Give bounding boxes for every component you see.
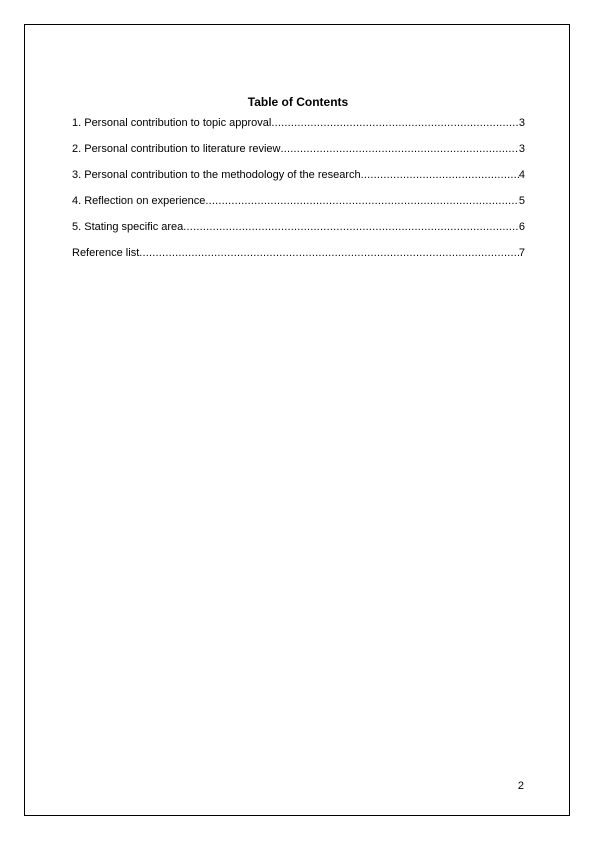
toc-entry-label: 4. Reflection on experience — [72, 195, 206, 207]
toc-entry-label: 3. Personal contribution to the methodology of the research — [72, 169, 361, 181]
toc-entry-page: 7 — [518, 247, 525, 259]
toc-dot-leader — [271, 116, 519, 131]
toc-entry[interactable] — [72, 246, 525, 272]
toc-dot-leader — [183, 220, 519, 235]
toc-entry-page: 3 — [518, 117, 525, 129]
toc-entry[interactable] — [72, 168, 525, 194]
toc-list — [72, 116, 525, 272]
toc-entry-label: 2. Personal contribution to literature review — [72, 143, 281, 155]
toc-dot-leader — [361, 168, 519, 183]
toc-entry-label: Reference list — [72, 247, 140, 259]
page-number: 2 — [517, 780, 524, 792]
toc-entry-page: 3 — [518, 143, 525, 155]
toc-entry-page: 6 — [518, 221, 525, 233]
toc-dot-leader — [205, 194, 519, 209]
toc-dot-leader — [281, 142, 519, 157]
toc-dot-leader — [139, 246, 519, 261]
toc-entry[interactable] — [72, 116, 525, 142]
toc-entry[interactable] — [72, 194, 525, 220]
toc-entry[interactable] — [72, 142, 525, 168]
toc-entry-page: 4 — [518, 169, 525, 181]
toc-entry-page: 5 — [518, 195, 525, 207]
toc-entry[interactable] — [72, 220, 525, 246]
toc-entry-label: 1. Personal contribution to topic approval — [72, 117, 272, 129]
toc-title: Table of Contents — [247, 95, 349, 109]
toc-entry-label: 5. Stating specific area — [72, 221, 184, 233]
